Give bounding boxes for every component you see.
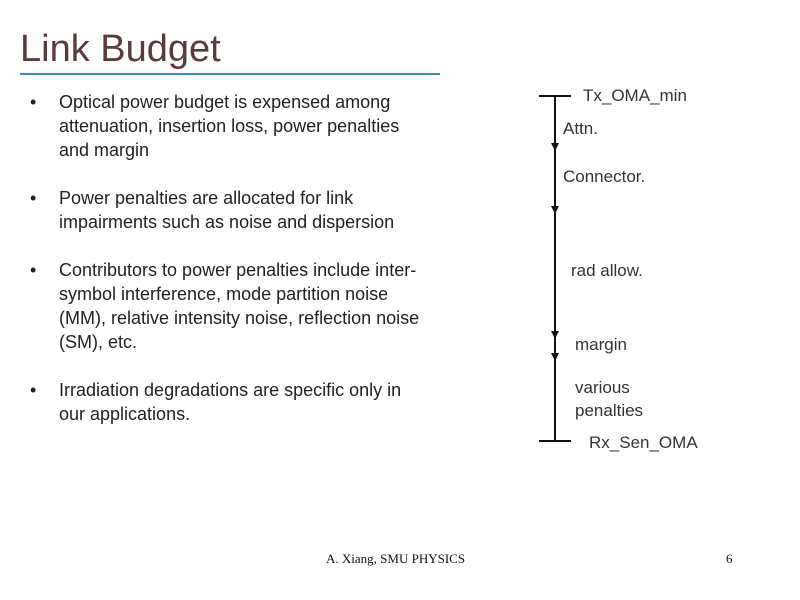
rad-allow-label: rad allow. [571, 261, 643, 280]
connector-arrow-icon [551, 206, 559, 214]
attn-arrow-icon [551, 143, 559, 151]
bullet-text: Irradiation degradations are specific only in our applications. [59, 380, 402, 424]
bullet-dot-icon: • [30, 188, 37, 208]
bullet-dot-icon: • [30, 260, 37, 280]
tx-oma-min-label: Tx_OMA_min [583, 86, 687, 105]
rx-sen-oma-label: Rx_Sen_OMA [589, 433, 698, 452]
penalties-label: penalties [575, 401, 644, 420]
bullet-dot-icon: • [30, 92, 37, 112]
footer-author: A. Xiang, SMU PHYSICS [326, 551, 466, 566]
bullet-dot-icon: • [30, 380, 37, 400]
connector-label: Connector. [563, 167, 646, 186]
bullet-text: Power penalties are allocated for link impairments such as noise and dispersion [59, 188, 395, 232]
attn-label: Attn. [563, 119, 598, 138]
bullet-text: Contributors to power penalties include inter-symbol interference, mode partition noise (MM), relative intensity noise, reflection noise (SM), etc. [59, 260, 420, 352]
margin-label: margin [575, 335, 627, 354]
margin-arrow-icon [551, 353, 559, 361]
slide-title: Link Budget [20, 28, 221, 70]
page-number: 6 [726, 551, 733, 566]
rad-allow-arrow-icon [551, 331, 559, 339]
various-label: various [575, 378, 630, 397]
bullet-text: Optical power budget is expensed among attenuation, insertion loss, power penalties and margin [59, 92, 400, 160]
